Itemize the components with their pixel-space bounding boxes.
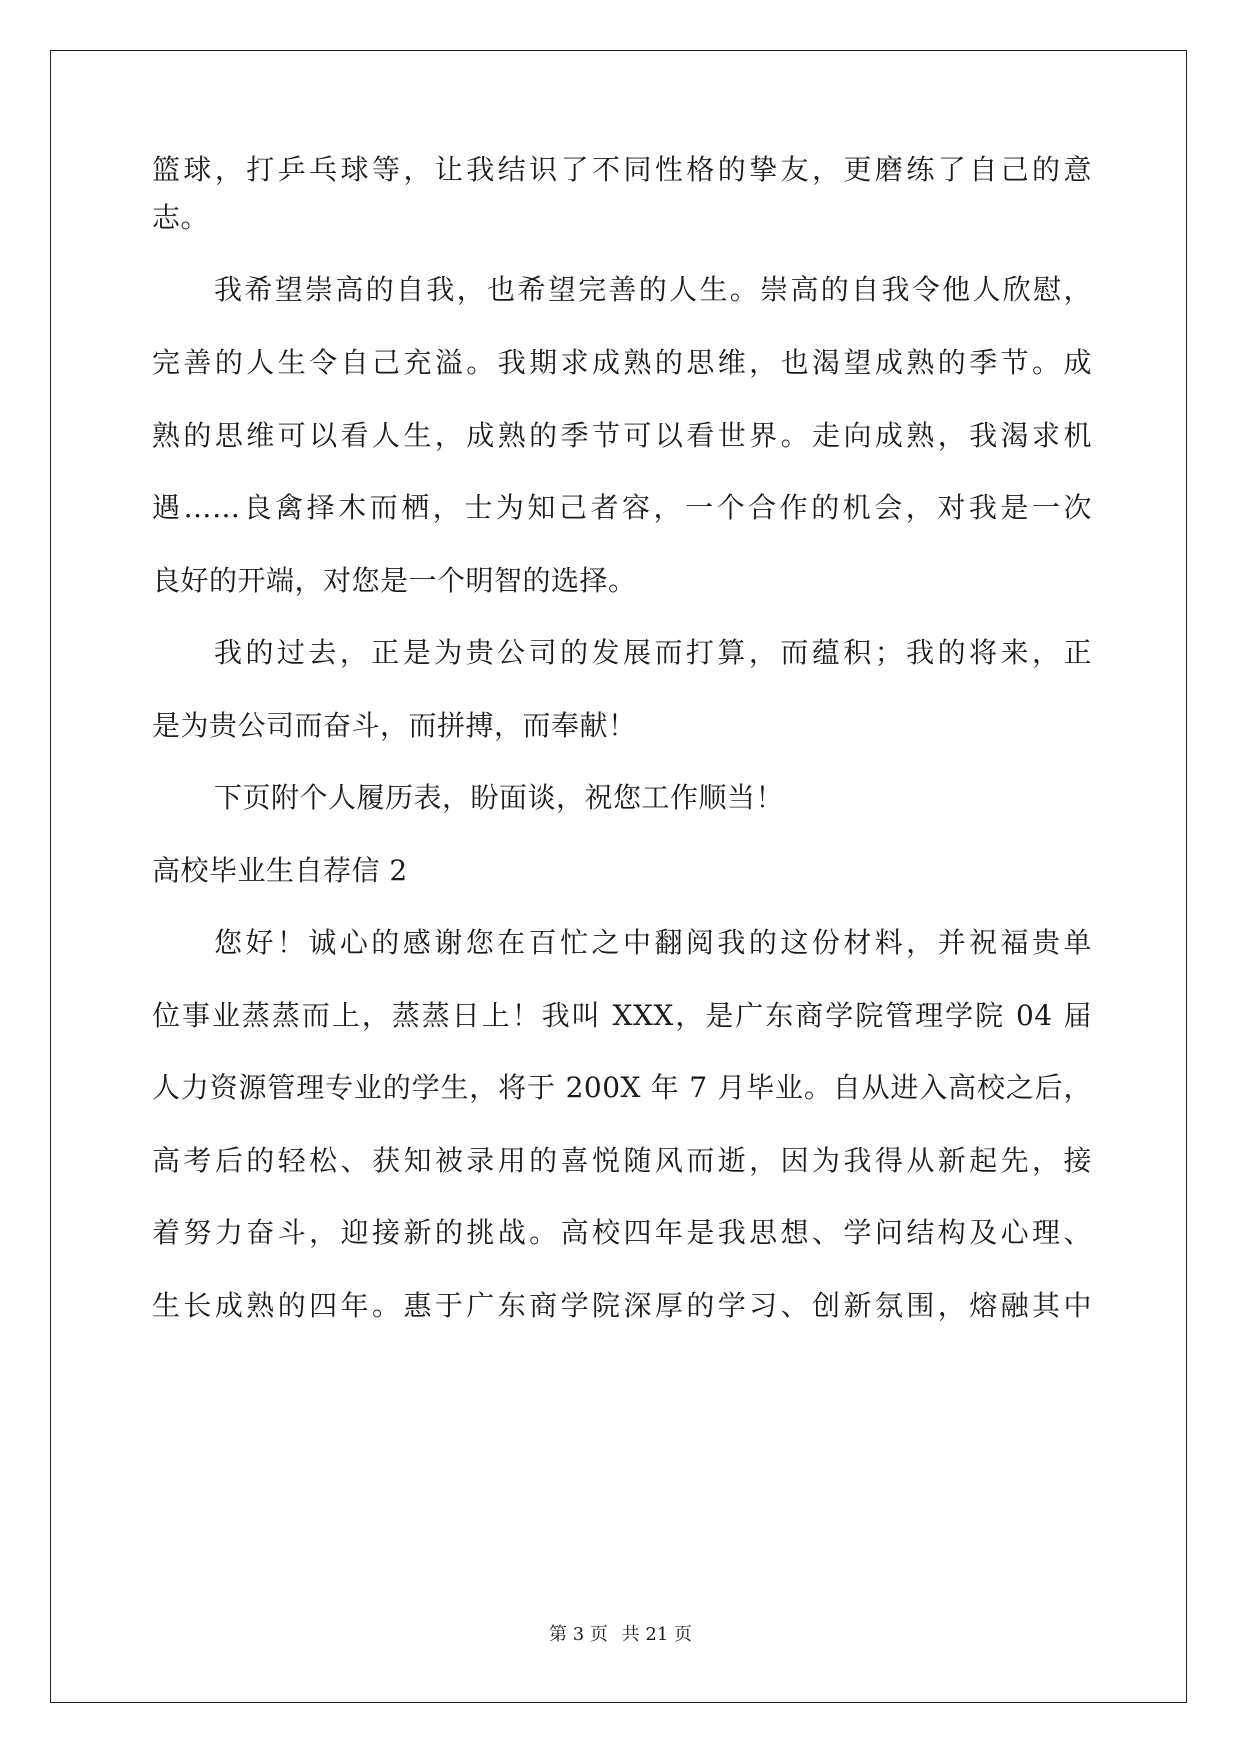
page-total: 共 21 页 — [621, 1624, 692, 1645]
body-line: 我希望崇高的自我，也希望完善的人生。崇高的自我令他人欣慰， — [214, 273, 1092, 306]
body-line: 着努力奋斗，迎接新的挑战。高校四年是我思想、学问结构及心理、 — [152, 1216, 1092, 1249]
body-line: 良好的开端，对您是一个明智的选择。 — [152, 564, 637, 597]
body-line: 下页附个人履历表，盼面谈，祝您工作顺当！ — [214, 781, 785, 814]
body-line: 您好！诚心的感谢您在百忙之中翻阅我的这份材料，并祝福贵单 — [214, 926, 1092, 959]
body-line: 人力资源管理专业的学生，将于 200X 年 7 月毕业。自从进入高校之后， — [152, 1071, 1092, 1104]
page-footer — [0, 1623, 1241, 1647]
body-line: 是为贵公司而奋斗，而拼搏，而奉献！ — [152, 709, 637, 742]
body-line: 我的过去，正是为贵公司的发展而打算，而蕴积；我的将来，正 — [214, 636, 1092, 669]
body-line: 熟的思维可以看人生，成熟的季节可以看世界。走向成熟，我渴求机 — [152, 419, 1092, 452]
body-line: 位事业蒸蒸而上，蒸蒸日上！我叫 XXX，是广东商学院管理学院 04 届 — [152, 999, 1092, 1032]
body-line: 志。 — [152, 201, 210, 234]
section-heading: 高校毕业生自荐信 2 — [152, 854, 408, 887]
body-line: 完善的人生令自己充溢。我期求成熟的思维，也渴望成熟的季节。成 — [152, 346, 1092, 379]
page-number: 第 3 页 — [549, 1624, 608, 1645]
body-line: 生长成熟的四年。惠于广东商学院深厚的学习、创新氛围，熔融其中 — [152, 1289, 1092, 1322]
body-line: 遇……良禽择木而栖，士为知己者容，一个合作的机会，对我是一次 — [152, 491, 1092, 524]
body-line: 高考后的轻松、获知被录用的喜悦随风而逝，因为我得从新起先，接 — [152, 1144, 1092, 1177]
body-line: 篮球，打乒乓球等，让我结识了不同性格的挚友，更磨练了自己的意 — [152, 153, 1092, 186]
